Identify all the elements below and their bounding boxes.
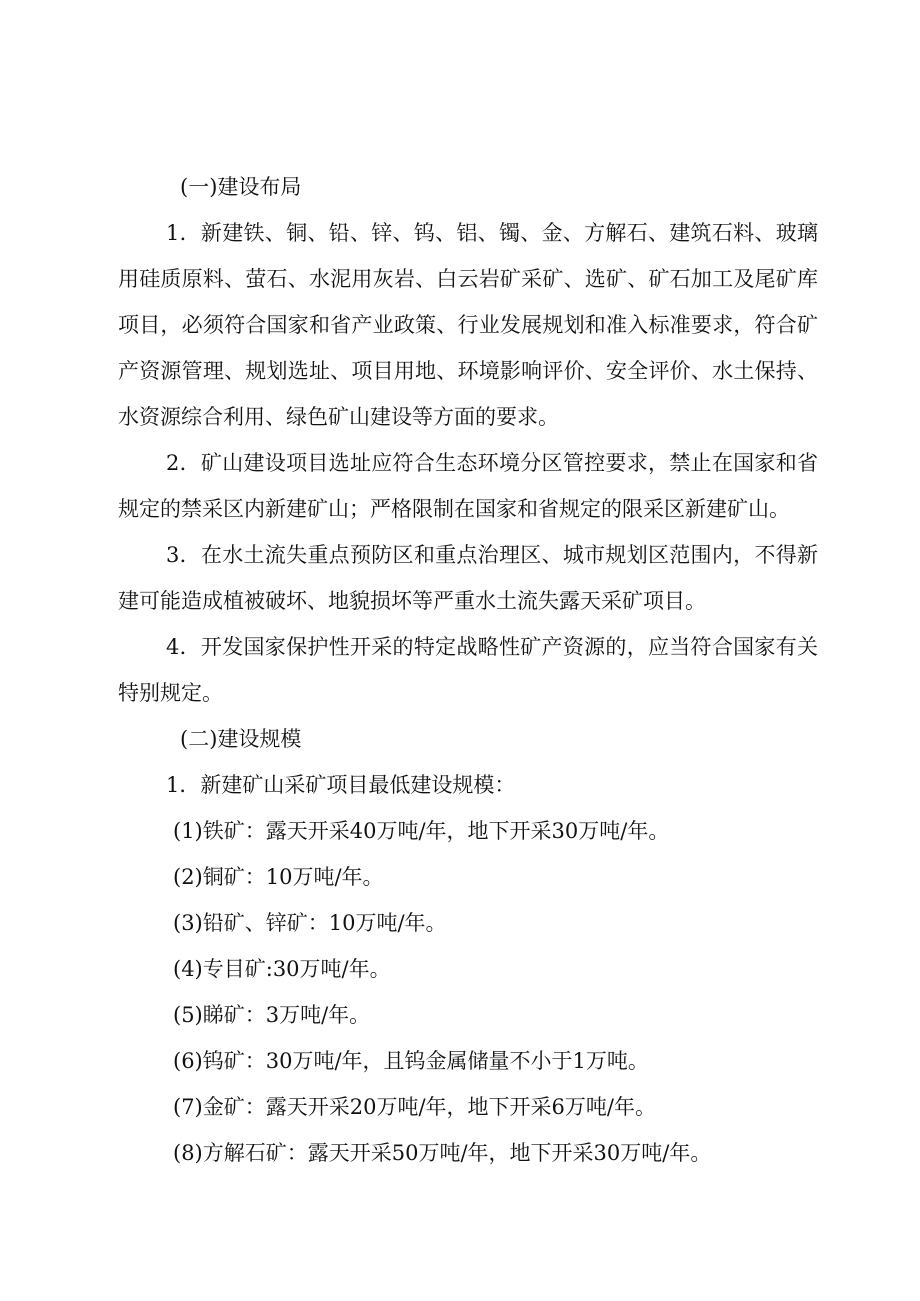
scale-item-calcite: (8)方解石矿：露天开采50万吨/年，地下开采30万吨/年。	[173, 1141, 712, 1165]
layout-item-1: 1．新建铁、铜、铅、锌、钨、铝、镯、金、方解石、建筑石料、玻璃用硅质原料、萤石、水泥用灰岩、白云岩矿采矿、选矿、矿石加工及尾矿库项目，必须符合国家和省产业政策、行业发展规划和准入标准要求，符合矿产资源管理、规划选址、项目用地、环境影响评价、安全评价、水土保持、水资源综合利用、绿色矿山建设等方面的要求。	[118, 221, 818, 429]
layout-item-4: 4．开发国家保护性开采的特定战略性矿产资源的，应当符合国家有关特别规定。	[118, 635, 818, 705]
scale-item-lead-zinc: (3)铅矿、锌矿：10万吨/年。	[173, 911, 447, 935]
section-heading-scale: (二)建设规模	[180, 727, 302, 751]
scale-item-5: (5)睇矿：3万吨/年。	[173, 1003, 371, 1027]
scale-item-gold: (7)金矿：露天开采20万吨/年，地下开采6万吨/年。	[173, 1095, 656, 1119]
scale-item-copper: (2)铜矿：10万吨/年。	[173, 865, 384, 889]
scale-item-tungsten: (6)钨矿：30万吨/年，且钨金属储量不小于1万吨。	[173, 1049, 649, 1073]
section-heading-layout: (一)建设布局	[180, 175, 302, 199]
document-body	[118, 164, 818, 1176]
scale-intro: 1．新建矿山采矿项目最低建设规模：	[166, 773, 516, 797]
scale-item-4: (4)专目矿:30万吨/年。	[173, 957, 391, 981]
scale-item-iron: (1)铁矿：露天开采40万吨/年，地下开采30万吨/年。	[173, 819, 670, 843]
layout-item-3: 3．在水土流失重点预防区和重点治理区、城市规划区范围内，不得新建可能造成植被破坏、地貌损坏等严重水土流失露天采矿项目。	[118, 543, 818, 613]
layout-item-2: 2．矿山建设项目选址应符合生态环境分区管控要求，禁止在国家和省规定的禁采区内新建矿山；严格限制在国家和省规定的限采区新建矿山。	[118, 451, 818, 521]
